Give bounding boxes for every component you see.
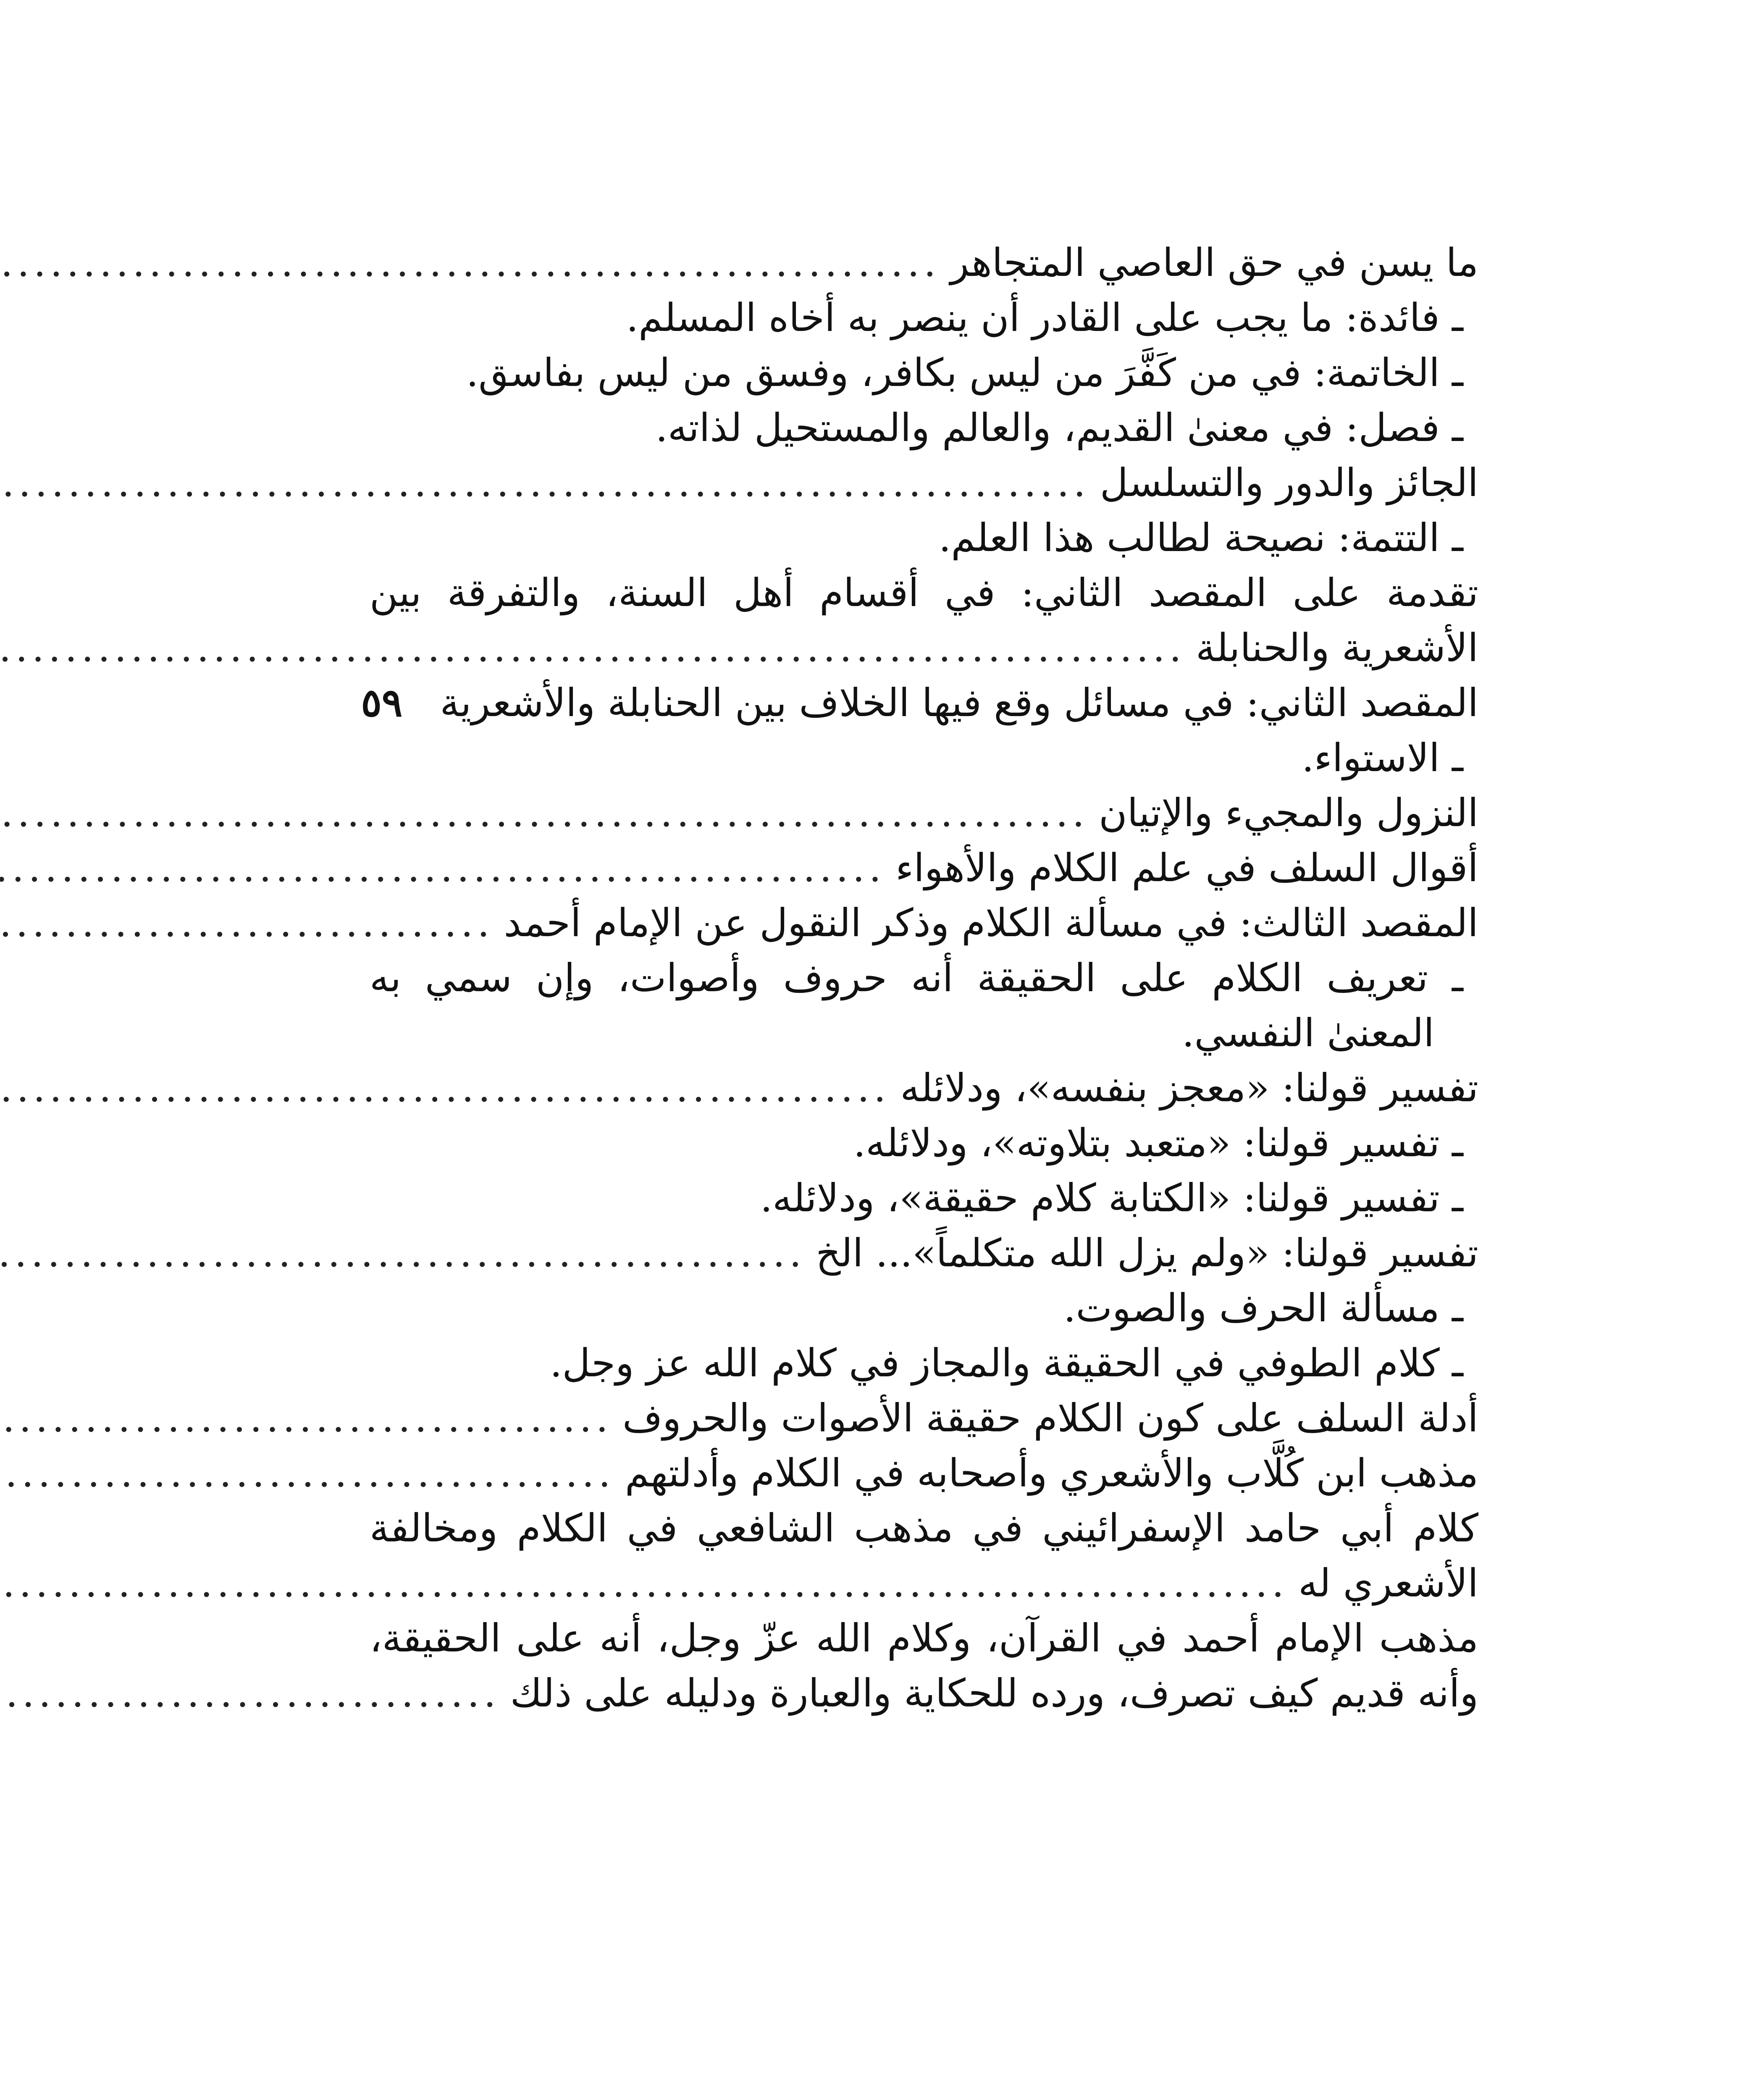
- toc-entry-text: تفسير قولنا: «معجز بنفسه»، ودلائله: [900, 1066, 1478, 1110]
- toc-entry: [370, 455, 1478, 510]
- toc-page-number: ٥٩: [361, 680, 403, 725]
- toc-entry: [370, 510, 1478, 565]
- toc-entry-text: ـ الخاتمة: في من كَفَّرَ من ليس بكافر، وفسق من ليس بفاسق.: [466, 350, 1463, 395]
- dot-leader: [0, 895, 494, 950]
- toc-entry: [370, 1556, 1478, 1611]
- dot-leader: [0, 840, 885, 895]
- toc-entry-text: ـ فصل: في معنىٰ القديم، والعالم والمستحيل لذاته.: [655, 405, 1463, 450]
- toc-entry-text: ـ تفسير قولنا: «متعبد بتلاوته»، ودلائله.: [853, 1121, 1463, 1166]
- toc-entry: [370, 1336, 1478, 1391]
- toc-entry: [370, 1611, 1478, 1666]
- toc-entry-text: ـ تعريف الكلام على الحقيقة أنه حروف وأصوات، وإن سمي به: [370, 956, 1463, 1000]
- toc-entry: [370, 1116, 1478, 1171]
- toc-entry: [370, 1060, 1478, 1116]
- toc-entry-text: الأشعرية والحنابلة: [1195, 625, 1478, 670]
- toc-entry-text: النزول والمجيء والإتيان: [1099, 790, 1478, 835]
- toc-entry: [370, 1501, 1478, 1556]
- toc-entry-text: ما يسن في حق العاصي المتجاهر: [950, 240, 1478, 285]
- toc-entry: [370, 785, 1478, 840]
- toc-entry-text: أقوال السلف في علم الكلام والأهواء: [895, 845, 1478, 890]
- toc-entry-text: ـ الاستواء.: [1302, 735, 1463, 780]
- toc-entry-text: مذهب الإمام أحمد في القرآن، وكلام الله عزّ وجل، أنه على الحقيقة،: [370, 1616, 1478, 1661]
- toc-entry: [370, 1666, 1478, 1721]
- toc-entry-text: مذهب ابن كُلَّاب والأشعري وأصحابه في الكلام وأدلتهم: [625, 1451, 1478, 1496]
- toc-entry-text: ـ مسألة الحرف والصوت.: [1063, 1286, 1463, 1331]
- toc-entry-text: المقصد الثالث: في مسألة الكلام وذكر النقول عن الإمام أحمد: [504, 900, 1478, 945]
- toc-entry: [370, 235, 1478, 290]
- toc-entry-text: ـ تفسير قولنا: «الكتابة كلام حقيقة»، ودلائله.: [760, 1176, 1463, 1221]
- toc-entry: [370, 1391, 1478, 1446]
- dot-leader: [0, 1446, 615, 1501]
- toc-entry: [370, 565, 1478, 620]
- toc-entry-text: تقدمة على المقصد الثاني: في أقسام أهل السنة، والتفرقة بين: [370, 570, 1478, 615]
- toc-entry: [370, 1226, 1478, 1281]
- toc-entry: [370, 345, 1478, 400]
- dot-leader: [0, 785, 1089, 840]
- toc-entry: [370, 895, 1478, 950]
- toc-entry: [361, 675, 1478, 730]
- toc-entry-text: الجائز والدور والتسلسل: [1100, 460, 1478, 505]
- table-of-contents: [361, 235, 1478, 1721]
- toc-entry: [370, 620, 1478, 675]
- dot-leader: [0, 1226, 806, 1281]
- toc-entry: [370, 730, 1478, 785]
- toc-entry-text: ـ التتمة: نصيحة لطالب هذا العلم.: [939, 515, 1463, 560]
- toc-entry-text: المعنىٰ النفسي.: [1182, 1011, 1434, 1055]
- toc-entry: [370, 290, 1478, 345]
- toc-entry: [370, 1281, 1478, 1336]
- dot-leader: [0, 620, 1186, 675]
- dot-leader: [0, 1666, 500, 1721]
- dot-leader: [0, 235, 940, 290]
- toc-entry-text: المقصد الثاني: في مسائل وقع فيها الخلاف بين الحنابلة والأشعرية: [440, 680, 1478, 725]
- toc-entry-text: ـ فائدة: ما يجب على القادر أن ينصر به أخاه المسلم.: [626, 295, 1463, 340]
- toc-entry-text: الأشعري له: [1298, 1561, 1478, 1606]
- toc-entry: [370, 1446, 1478, 1501]
- dot-leader: [0, 455, 1090, 510]
- dot-leader: [0, 1556, 1288, 1611]
- toc-entry: [370, 1005, 1478, 1060]
- toc-entry: [370, 400, 1478, 455]
- dot-leader: [0, 1060, 890, 1116]
- toc-entry: [370, 1171, 1478, 1226]
- toc-entry: [370, 840, 1478, 895]
- toc-entry-text: كلام أبي حامد الإسفرائيني في مذهب الشافعي في الكلام ومخالفة: [370, 1506, 1478, 1551]
- dot-leader: [0, 1391, 612, 1446]
- toc-entry-text: وأنه قديم كيف تصرف، ورده للحكاية والعبارة ودليله على ذلك: [510, 1671, 1478, 1716]
- toc-entry-text: ـ كلام الطوفي في الحقيقة والمجاز في كلام الله عز وجل.: [550, 1341, 1463, 1386]
- toc-entry: [370, 950, 1478, 1005]
- toc-entry-text: تفسير قولنا: «ولم يزل الله متكلماً»... الخ: [816, 1231, 1478, 1276]
- toc-entry-text: أدلة السلف على كون الكلام حقيقة الأصوات والحروف: [622, 1396, 1478, 1441]
